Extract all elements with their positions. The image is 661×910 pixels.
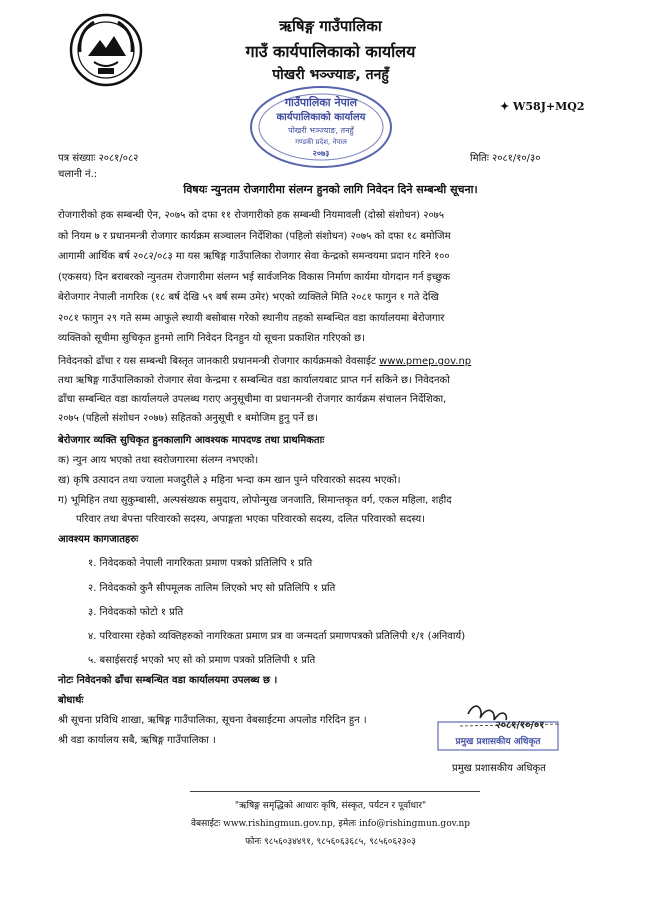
note-line: नोटः निवेदनको ढाँचा सम्बन्धित वडा कार्यालयमा उपलब्ध छ । [58, 675, 278, 686]
office-address: पोखरी भञ्ज्याङ, तनहुँ [272, 67, 389, 83]
stamp-line-3: पोखरी भञ्ज्याङ, तनहुँ [288, 126, 354, 135]
criteria-item: ख) कृषि उत्पादन तथा ज्याला मजदुरीले ३ महिना भन्दा कम खान पुग्ने परिवारको सदस्य भएको। [58, 475, 401, 486]
signature-scribble-icon [410, 692, 580, 762]
paragraph-2-line: ढाँचा सम्बन्धित वडा कार्यालयले उपलब्ध गराए अनुसूचीमा वा प्रधानमन्त्री रोजगार कार्यक्रम संचालन निर्देशिका, [58, 394, 447, 405]
cc-heading: बोधार्थः [58, 695, 84, 706]
dispatch-number: चलानी नं.: [58, 169, 98, 180]
signatory-title: प्रमुख प्रशासकीय अधिकृत [452, 763, 546, 774]
document-item: ३. निवेदकको फोटो १ प्रति [88, 607, 184, 618]
stamp-line-4: गण्डकी प्रदेश, नेपाल [295, 138, 347, 146]
letter-date: मितिः २०८१/१०/३० [470, 153, 541, 164]
documents-heading: आवश्यम कागजातहरुः [58, 534, 139, 545]
reference-number: पत्र संख्याः २०८१/०८२ [58, 153, 139, 164]
paragraph-2-text: निवेदनको ढाँचा र यस सम्बन्धी बिस्तृत जानकारी प्रधानमन्त्री रोजगार कार्यक्रमको वेवसाईट [58, 356, 376, 367]
signature-block [410, 692, 580, 762]
document-item: १. निवेदकको नेपाली नागरिकता प्रमाण पत्रको प्रतिलिपि १ प्रति [88, 558, 313, 569]
document-item: ४. परिवारमा रहेको व्यक्तिहरुको नागरिकता प्रमाण प्रत्र वा जन्मदर्ता प्रमाणपत्रको प्रतिलिपी १/१ (अनिवार्य) [88, 631, 466, 642]
stamp-line-2: कार्यपालिकाको कार्यालय [276, 112, 366, 123]
footer-motto: "ऋषिङ्ग समृद्धिको आधारः कृषि, संस्कृत, पर्यटन र पूर्वाधार" [234, 801, 427, 811]
stamp-line-1: गाउँपालिका नेपाल [284, 96, 358, 109]
paragraph-1-line: रोजगारीको हक सम्बन्धी ऐन, २०७५ को दफा ११ रोजगारीको हक सम्बन्धी नियमावली (दोस्रो संशोधन) २०७५ [58, 210, 445, 221]
document-item: ५. बसाईसराई भएको भए सो को प्रमाण पत्रको प्रतिलिपी १ प्रति [88, 655, 316, 666]
criteria-item: ग) भूमिहिन तथा सुकुम्बासी, अल्पसंख्यक समुदाय, लोपोन्मुख जनजाति, सिमान्तकृत वर्ग, एकल महिला, शहीद [58, 495, 452, 506]
footer-web-email: वेबसाईटः www.rishingmun.gov.np, इमेलः info@rishingmun.gov.np [190, 819, 471, 829]
document-item: २. निवेदकको कुनै सीपमूलक तालिम लिएको भए सो प्रतिलिपि १ प्रति [88, 583, 336, 594]
paragraph-2 [58, 352, 614, 428]
cc-line: श्री वडा कार्यालय सबै, ऋषिङ्ग गाउँपालिका । [58, 735, 216, 746]
paragraph-2-line: २०७५ (पहिलो संशोधन २०७७) सहितको अनुसूची १ बमोजिम हुनु पर्ने छ। [58, 413, 318, 424]
paragraph-1-line: को नियम ७ र प्रधानमन्त्री रोजगार कार्यक्रम सञ्चालन निर्देशिका (पहिलो संशोधन) २०७५ को दफा १८ बमोजिम [58, 230, 451, 242]
paragraph-1-line: बेरोजगार नेपाली नागरिक (१८ बर्ष देखि ५९ बर्ष सम्म उमेर) भएको व्यक्तिले मिति २०८१ फागुन १ गते देखि [58, 292, 439, 303]
paragraph-1 [58, 206, 614, 350]
stamp-line-5: २०७३ [312, 149, 330, 158]
paragraph-1-line: (एकसय) दिन बराबरको न्युनतम रोजगारीमा संलग्न भई सार्वजनिक विकास निर्माण कार्यमा योगदान गर्न इच्छुक [58, 271, 451, 283]
office-name: गाउँ कार्यपालिकाको कार्यालय [245, 42, 416, 61]
pmep-website-link[interactable]: www.pmep.gov.np [379, 356, 472, 367]
criteria-item: क) न्युन आय भएको तथा स्वरोजगारमा संलग्न नभएको। [58, 455, 259, 466]
subject-line: विषयः न्युनतम रोजगारीमा संलग्न हुनको लागि निवेदन दिने सम्बन्धी सूचना। [183, 183, 478, 196]
paragraph-1-line: व्यक्तिको सूचीमा सुचिकृत हुनमो लागि निवेदन दिनहुन यो सूचना प्रकाशित गरिएको छ। [58, 333, 365, 344]
criteria-item-continued: परिवार तथा बेपत्ता परिवारको सदस्य, अपाङ्गता भएका परिवारको सदस्य, दलित परिवारको सदस्य। [76, 514, 425, 525]
signature-date: २०८१/१०/०१ [495, 720, 545, 731]
plus-code: ✦ W58J+MQ2 [500, 100, 585, 113]
paragraph-2-line [58, 352, 614, 371]
paragraph-1-line: २०८१ फागुन २९ गते सम्म आफुले स्थायी बसोबास गरेको स्थानीय तहको सम्बन्धित वडा कार्यालयमा बेरोजगार [58, 312, 445, 324]
footer-phone: फोनः ९८५६०३४४९१, ९८५६०६३६८५, ९८५६०६२३०३ [245, 837, 416, 847]
office-stamp [246, 82, 396, 172]
paragraph-1-line: आगामी आर्थिक बर्ष २०८२/०८३ मा यस ऋषिङ्ग गाउँपालिका रोजगार सेवा केन्द्रको समन्वयमा प्रदान गरिने १०० [58, 251, 450, 262]
footer-divider [190, 791, 480, 792]
criteria-heading: बेरोजगार व्यक्ति सुचिकृत हुनकालागि आवश्यक मापदण्ड तथा प्राथमिकताः [58, 435, 325, 446]
cc-line: श्री सूचना प्रविधि शाखा, ऋषिङ्ग गाउँपालिका, सूचना वेबसाईटमा अपलोड गरिदिन हुन । [58, 715, 367, 726]
signature-stamp-text: प्रमुख प्रशासकीय अधिकृत [455, 737, 541, 747]
municipality-name: ऋषिङ्ग गाउँपालिका [279, 17, 382, 35]
paragraph-2-line: तथा ऋषिङ्ग गाउँपालिकाको रोजगार सेवा केन्द्रमा र सम्बन्धित वडा कार्यालयबाट प्राप्त गर्न सकिने छ। निवेदनको [58, 375, 450, 386]
